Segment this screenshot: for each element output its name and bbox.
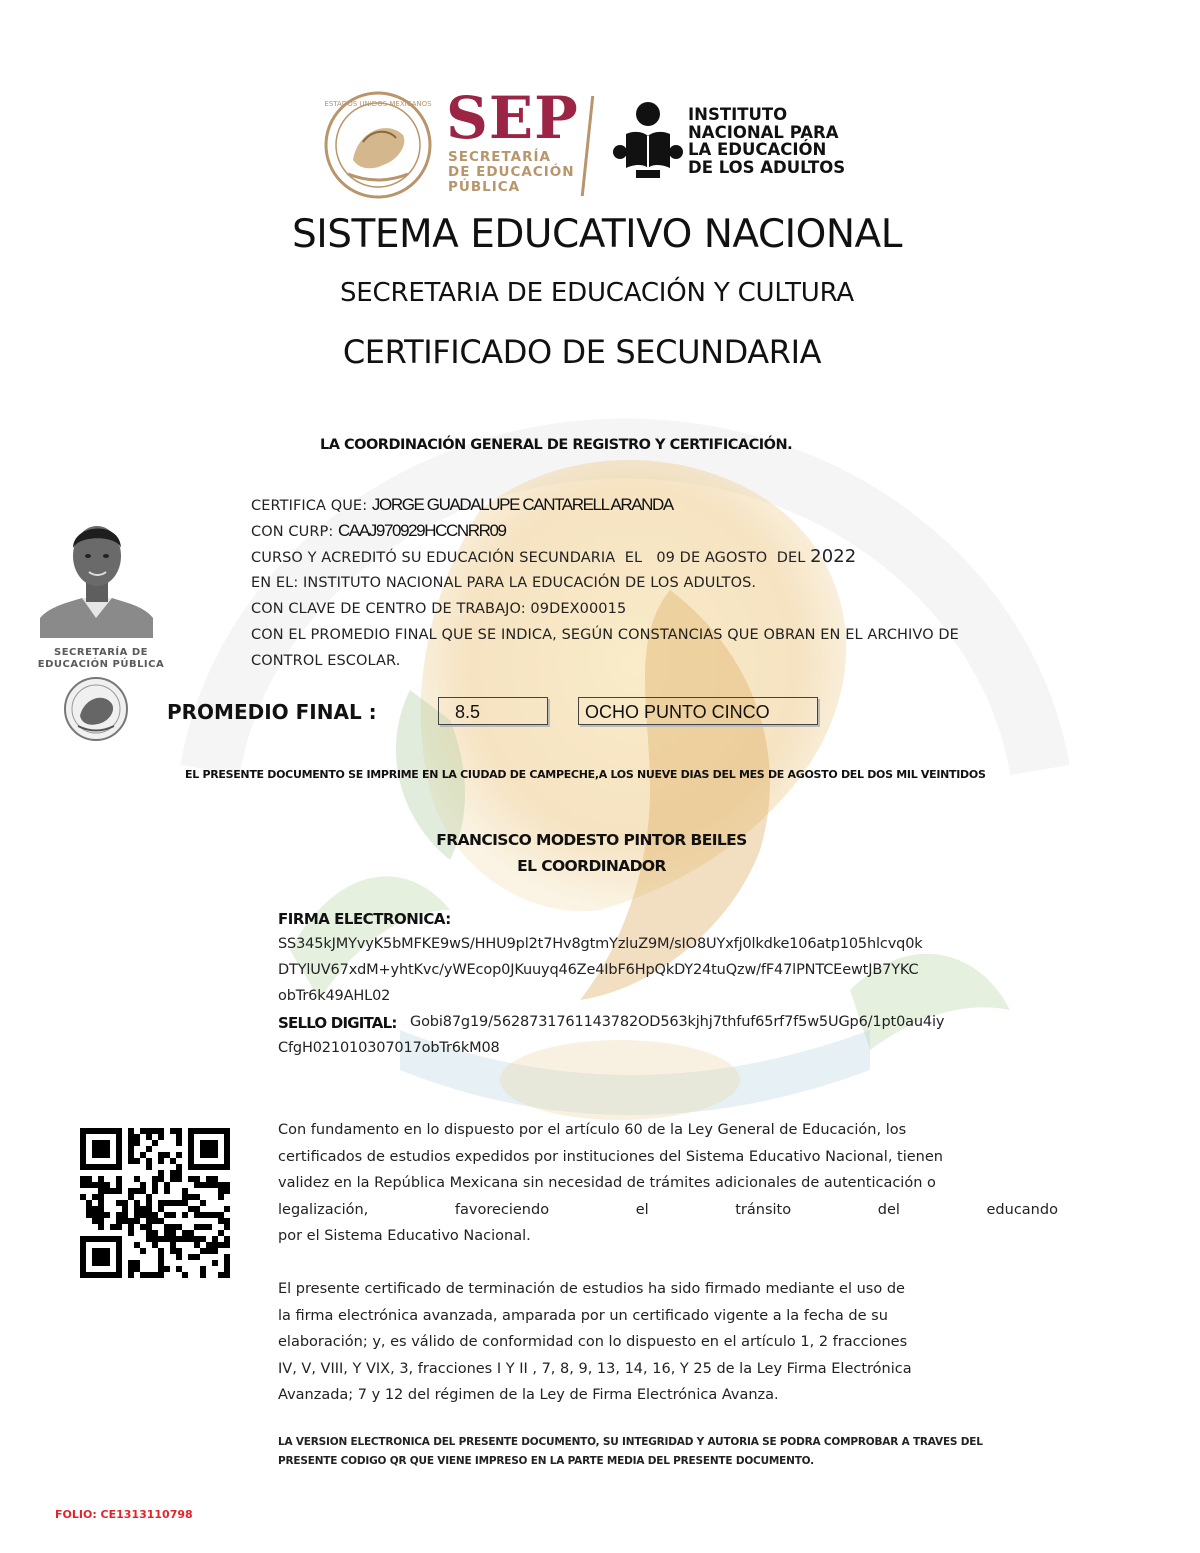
inea-line: LA EDUCACIÓN: [688, 140, 827, 159]
curp-line: [251, 518, 959, 544]
inea-line: DE LOS ADULTOS: [688, 157, 846, 177]
sep-logo-word: SEP: [446, 84, 579, 152]
curso-label: CURSO Y ACREDITÓ SU EDUCACIÓN SECUNDARIA EL: [251, 550, 657, 566]
firmado-line: la firma electrónica avanzada, amparada por un certificado vigente a la fecha de su: [278, 1307, 888, 1324]
verificacion-nota: [278, 1433, 983, 1471]
fundamento-line: Con fundamento en lo dispuesto por el artículo 60 de la Ley General de Educación, los: [278, 1122, 907, 1138]
firmado-line: elaboración; y, es válido de conformidad con lo dispuesto en el artículo 1, 2 fracciones: [278, 1334, 908, 1350]
curp-label: CON CURP:: [251, 524, 339, 540]
fundamento-paragraph: [278, 1117, 1068, 1250]
photo-caption-line: EDUCACIÓN PÚBLICA: [37, 658, 165, 670]
mexico-seal-icon: [318, 90, 438, 200]
firma-electronica-label: FIRMA ELECTRONICA:: [278, 910, 451, 928]
logo-divider: [581, 96, 595, 196]
photo-caption: [36, 647, 166, 670]
curso-line: [251, 544, 959, 570]
sello-hash-line: CfgH021010307017obTr6kM08: [278, 1040, 500, 1056]
photo-caption-line: SECRETARÍA DE: [54, 647, 148, 658]
signer-role: EL COORDINADOR: [517, 857, 666, 875]
firmado-line: El presente certificado de terminación de estudios ha sido firmado mediante el uso de: [278, 1281, 905, 1297]
fundamento-line: por el Sistema Educativo Nacional.: [278, 1228, 531, 1244]
curp-value: CAAJ970929HCCNRR09: [338, 521, 506, 540]
firmado-line: IV, V, VIII, Y VIX, 3, fracciones I Y II , 7, 8, 9, 13, 14, 16, Y 25 de la Ley Firma Electrónica: [278, 1360, 912, 1377]
firma-hash-line: SS345kJMYvyK5bMFKE9wS/HHU9pl2t7Hv8gtmYzluZ9M/sIO8UYxfj0lkdke106atp105hlcvq0k: [278, 936, 923, 952]
sep-subtitle-line: PÚBLICA: [448, 179, 521, 195]
student-name: JORGE GUADALUPE CANTARELL ARANDA: [371, 495, 673, 514]
anio-value: 2022: [810, 546, 857, 567]
seal-text: ESTADOS UNIDOS MEXICANOS: [324, 100, 432, 108]
nota-line: LA VERSION ELECTRONICA DEL PRESENTE DOCUMENTO, SU INTEGRIDAD Y AUTORIA SE PODRA COMPROBAR A TRAVES DEL: [278, 1436, 983, 1448]
certification-block: [251, 492, 959, 674]
word: educando: [986, 1201, 1058, 1218]
sello-digital-label: SELLO DIGITAL:: [278, 1014, 397, 1032]
coordinacion-heading: LA COORDINACIÓN GENERAL DE REGISTRO Y CERTIFICACIÓN.: [320, 437, 793, 453]
firma-hash-line: obTr6k49AHL02: [278, 988, 391, 1004]
word: favoreciendo: [454, 1201, 550, 1218]
promedio-text-line: CONTROL ESCOLAR.: [251, 653, 401, 669]
certificado-title: CERTIFICADO DE SECUNDARIA: [342, 333, 822, 371]
sep-subtitle-line: DE EDUCACIÓN: [448, 164, 575, 180]
promedio-text-line: CON EL PROMEDIO FINAL QUE SE INDICA, SEGÚN CONSTANCIAS QUE OBRAN EN EL ARCHIVO DE: [251, 627, 959, 643]
certifica-line: [251, 492, 959, 518]
fundamento-justified-line: [278, 1197, 1058, 1224]
word: tránsito: [735, 1201, 792, 1218]
promedio-label: PROMEDIO FINAL :: [167, 700, 377, 724]
sep-subtitle-line: SECRETARÍA: [448, 149, 551, 165]
firma-hash-line: DTYlUV67xdM+yhtKvc/yWEcop0JKuuyq46Ze4IbF6HpQkDY24tuQzw/fF47lPNTCEewtJB7YKC: [278, 962, 919, 978]
signer-name: FRANCISCO MODESTO PINTOR BEILES: [436, 831, 747, 849]
sello-hash-line: Gobi87g19/5628731761143782OD563kjhj7thfuf65rf7f5w5UGp6/1pt0au4iy: [410, 1014, 945, 1030]
fecha-value: 09 DE AGOSTO DEL: [656, 550, 811, 566]
nota-line: PRESENTE CODIGO QR QUE VIENE IMPRESO EN LA PARTE MEDIA DEL PRESENTE DOCUMENTO.: [278, 1455, 814, 1467]
certifica-label: CERTIFICA QUE:: [251, 498, 372, 514]
mini-seal-icon: [62, 676, 130, 742]
promedio-letra-box: OCHO PUNTO CINCO: [578, 697, 818, 725]
sep-logo-subtitle: [448, 150, 575, 195]
inea-line: INSTITUTO: [688, 105, 788, 124]
word: legalización,: [278, 1201, 369, 1218]
inea-reader-icon: [612, 100, 684, 180]
impresion-statement: EL PRESENTE DOCUMENTO SE IMPRIME EN LA CIUDAD DE CAMPECHE,A LOS NUEVE DIAS DEL MES DE AGOSTO DEL DOS MIL VEINTIDOS: [185, 768, 986, 781]
inea-line: NACIONAL PARA: [688, 122, 839, 142]
student-photo: [40, 506, 153, 638]
word: del: [877, 1201, 900, 1218]
clave-line: CON CLAVE DE CENTRO DE TRABAJO: 09DEX00015: [251, 601, 627, 617]
folio-number: FOLIO: CE1313110798: [55, 1508, 193, 1521]
qr-code[interactable]: [80, 1128, 230, 1278]
fundamento-line: certificados de estudios expedidos por instituciones del Sistema Educativo Nacional, tienen: [278, 1148, 943, 1165]
firmado-line: Avanzada; 7 y 12 del régimen de la Ley de Firma Electrónica Avanza.: [278, 1387, 779, 1403]
inea-logo-text: [688, 106, 845, 176]
promedio-value-box: 8.5: [438, 697, 548, 725]
firmado-paragraph: [278, 1276, 1068, 1409]
secretaria-title: SECRETARIA DE EDUCACIÓN Y CULTURA: [339, 278, 855, 308]
fundamento-line: validez en la República Mexicana sin necesidad de trámites adicionales de autenticación o: [278, 1175, 936, 1191]
word: el: [635, 1201, 649, 1218]
institucion-line: EN EL: INSTITUTO NACIONAL PARA LA EDUCACIÓN DE LOS ADULTOS.: [251, 575, 757, 591]
main-title: SISTEMA EDUCATIVO NACIONAL: [292, 212, 902, 257]
